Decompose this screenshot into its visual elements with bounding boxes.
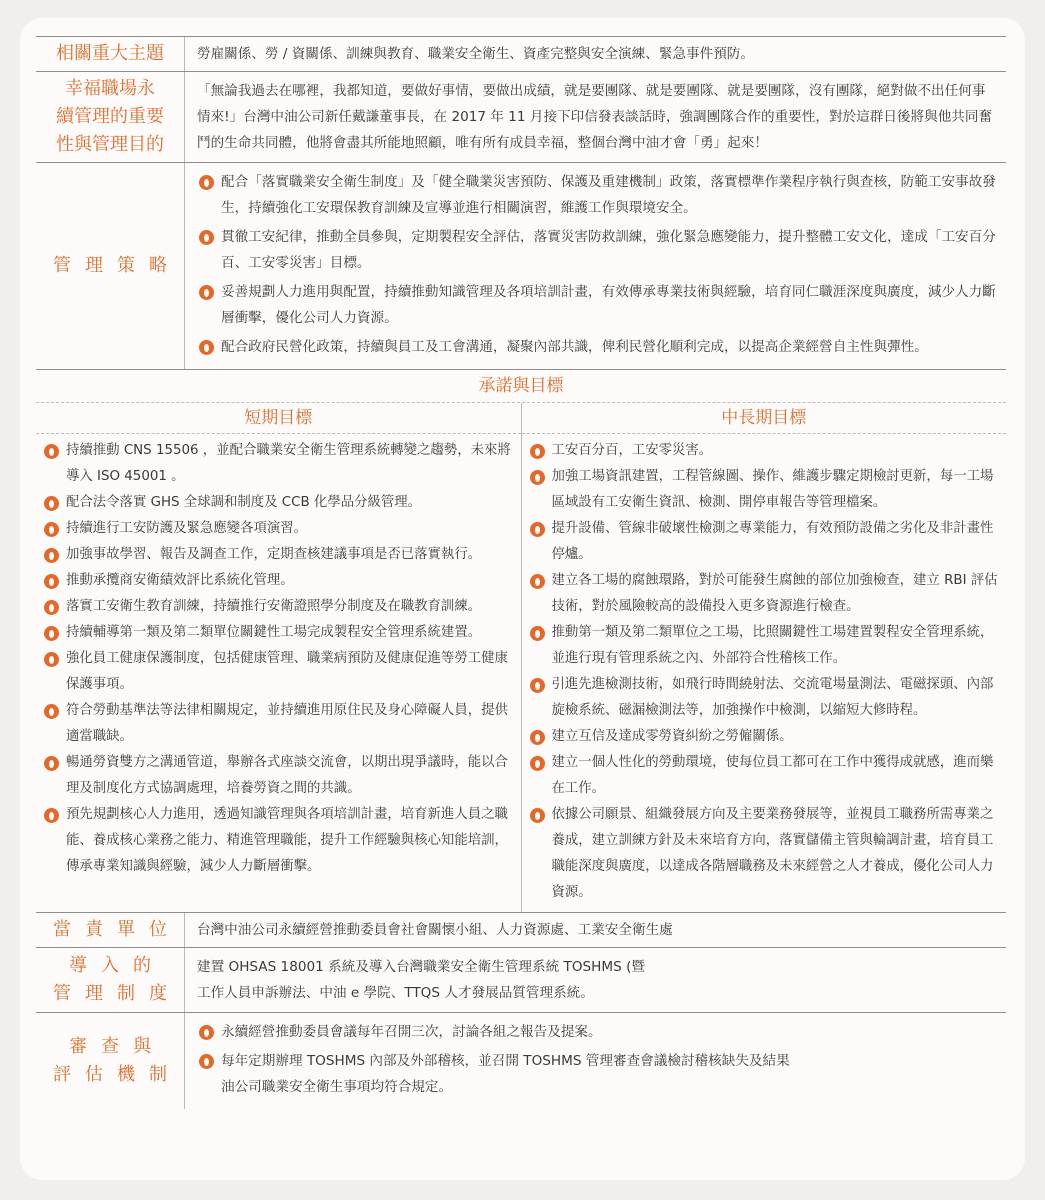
- flame-bullet-icon: [530, 574, 545, 589]
- flame-bullet-icon: [44, 574, 59, 589]
- list-item-text: 加強工場資訊建置，工程管線圖、操作、維護步驟定期檢討更新，每一工場區域設有工安衛生資訊、檢測、開停車報告等管理檔案。: [551, 469, 994, 510]
- flame-bullet-icon: [44, 756, 59, 771]
- list-item: [42, 698, 515, 750]
- flame-bullet-icon: [530, 470, 545, 485]
- list-item: [42, 542, 515, 568]
- purpose-label-line: 性與管理目的: [56, 134, 164, 155]
- list-item: [42, 594, 515, 620]
- unit-text: 台灣中油公司永續經營推動委員會社會關懷小組、人力資源處、工業安全衛生處: [197, 922, 673, 938]
- list-item-text: 建立一個人性化的勞動環境，使每位員工都可在工作中獲得成就感，進而樂在工作。: [551, 755, 994, 796]
- topic-label: 相關重大主題: [36, 37, 185, 71]
- flame-bullet-icon: [44, 626, 59, 641]
- flame-bullet-icon: [44, 548, 59, 563]
- flame-bullet-icon: [199, 340, 214, 355]
- list-item-text: 引進先進檢測技術，如飛行時間繞射法、交流電場量測法、電磁探頭、內部旋檢系統、磁漏檢測法等，加強操作中檢測，以縮短大修時程。: [551, 677, 994, 718]
- short-term-column: [36, 403, 522, 912]
- list-item-text: 提升設備、管線非破壞性檢測之專業能力，有效預防設備之劣化及非計畫性停爐。: [551, 521, 994, 562]
- list-item-text: 妥善規劃人力進用與配置，持續推動知識管理及各項培訓計畫，有效傳承專業技術與經驗，培育同仁職涯深度與廣度，減少人力斷層衝擊，優化公司人力資源。: [221, 284, 996, 326]
- commitment-title: 承諾與目標: [36, 370, 1006, 403]
- list-item: [197, 1048, 996, 1100]
- list-item: [42, 802, 515, 880]
- strategy-label: 管理策略: [36, 163, 185, 369]
- list-item: [42, 646, 515, 698]
- list-item-text: 持續推動 CNS 15506 ，並配合職業安全衛生管理系統轉變之趨勢，未來將導入 ISO 45001 。: [66, 443, 511, 484]
- list-item-text: 加強事故學習、報告及調查工作，定期查核建議事項是否已落實執行。: [66, 547, 482, 562]
- topic-row: [36, 36, 1006, 72]
- short-term-title: 短期目標: [36, 403, 521, 434]
- list-item-text: 工安百分百，工安零災害。: [551, 443, 713, 458]
- list-item: [42, 620, 515, 646]
- flame-bullet-icon: [199, 285, 214, 300]
- list-item: [197, 279, 996, 331]
- purpose-label-line: 續管理的重要: [56, 106, 164, 127]
- system-label-line: 導入的: [69, 955, 165, 976]
- list-item: [528, 802, 1001, 906]
- list-item: [42, 568, 515, 594]
- list-item-text: 依據公司願景、組織發展方向及主要業務發展等，並視員工職務所需專業之養成，建立訓練方針及未來培育方向，落實儲備主管與輪調計畫，培育員工職能深度與廣度，以達成各階層職務及未來經營之人才養成，優化公司人力資源。: [551, 807, 994, 900]
- system-text-line: 建置 OHSAS 18001 系統及導入台灣職業安全衛生管理系統 TOSHMS (暨: [197, 959, 645, 975]
- long-term-title: 中長期目標: [522, 403, 1007, 434]
- list-item-text: 配合政府民營化政策，持續與員工及工會溝通，凝聚內部共識，俾利民營化順利完成，以提高企業經營自主性與彈性。: [221, 339, 928, 355]
- topic-text: 勞雇關係、勞 / 資關係、訓練與教育、職業安全衛生、資產完整與安全演練、緊急事件預防。: [197, 46, 754, 62]
- list-item: [197, 224, 996, 276]
- system-label: [36, 948, 185, 1012]
- flame-bullet-icon: [44, 496, 59, 511]
- system-text-line: 工作人員申訴辦法、中油 e 學院、TTQS 人才發展品質管理系統。: [197, 985, 594, 1001]
- flame-bullet-icon: [44, 444, 59, 459]
- purpose-label-line: 幸福職場永: [65, 78, 155, 99]
- flame-bullet-icon: [530, 756, 545, 771]
- flame-bullet-icon: [44, 522, 59, 537]
- list-item-text: 符合勞動基準法等法律相關規定，並持續進用原住民及身心障礙人員，提供適當職缺。: [66, 703, 508, 744]
- list-item: [528, 438, 1001, 464]
- list-item: [528, 464, 1001, 516]
- goals-columns: [36, 403, 1006, 913]
- purpose-row: [36, 72, 1006, 163]
- unit-label: 當責單位: [36, 913, 185, 947]
- review-label: [36, 1013, 185, 1109]
- list-item-text: 建立各工場的腐蝕環路，對於可能發生腐蝕的部位加強檢查，建立 RBI 評估技術，對於風險較高的設備投入更多資源進行檢查。: [551, 573, 998, 614]
- purpose-text: 「無論我過去在哪裡，我都知道，要做好事情，要做出成績，就是要團隊、就是要團隊、就是要團隊，沒有團隊，絕對做不出任何事情來!」台灣中油公司新任戴謙董事長，在 2017 年 11 月接下印信發表談話時，強調團隊合作的重要性，對於這群日後將與他共同奮鬥的生命共同體，他將會盡其所能地照顧，唯有所有成員幸福，整個台灣中油才會「勇」起來！: [197, 83, 993, 151]
- list-item-text: 暢通勞資雙方之溝通管道，舉辦各式座談交流會，以期出現爭議時，能以合理及制度化方式協調處理，培養勞資之間的共識。: [66, 755, 508, 796]
- list-item: [528, 516, 1001, 568]
- flame-bullet-icon: [199, 230, 214, 245]
- list-item-text: 持續進行工安防護及緊急應變各項演習。: [66, 521, 308, 536]
- list-item-text: 永續經營推動委員會議每年召開三次，討論各組之報告及提案。: [221, 1024, 602, 1040]
- review-label-line: 審查與: [69, 1036, 165, 1057]
- list-item: [42, 438, 515, 490]
- report-table: [36, 36, 1006, 1109]
- system-row: [36, 948, 1006, 1013]
- list-item: [528, 568, 1001, 620]
- short-term-list: [36, 434, 521, 886]
- system-text: [185, 948, 1006, 1012]
- list-item: [42, 490, 515, 516]
- system-label-line: 管理制度: [53, 983, 181, 1004]
- flame-bullet-icon: [199, 175, 214, 190]
- long-term-column: [522, 403, 1007, 912]
- list-item-text: 配合法令落實 GHS 全球調和制度及 CCB 化學品分級管理。: [66, 495, 422, 510]
- review-label-line: 評估機制: [53, 1064, 181, 1085]
- list-item-text: 推動第一類及第二類單位之工場，比照關鍵性工場建置製程安全管理系統，並進行現有管理系統之內、外部符合性稽核工作。: [551, 625, 994, 666]
- list-item-text: 貫徹工安紀律，推動全員參與，定期製程安全評估，落實災害防救訓練，強化緊急應變能力，提升整體工安文化，達成「工安百分百、工安零災害」目標。: [221, 229, 996, 271]
- list-item: [197, 334, 996, 360]
- list-item: [528, 750, 1001, 802]
- review-list: [197, 1019, 996, 1100]
- list-item: [42, 516, 515, 542]
- flame-bullet-icon: [44, 808, 59, 823]
- list-item: [42, 750, 515, 802]
- long-term-list: [522, 434, 1007, 912]
- list-item-text: 預先規劃核心人力進用，透過知識管理與各項培訓計畫，培育新進人員之職能、養成核心業務之能力、精進管理職能，提升工作經驗與核心知能培訓，傳承專業知識與經驗，減少人力斷層衝擊。: [66, 807, 508, 874]
- list-item-text: 推動承攬商安衛績效評比系統化管理。: [66, 573, 294, 588]
- flame-bullet-icon: [44, 704, 59, 719]
- flame-bullet-icon: [530, 444, 545, 459]
- flame-bullet-icon: [530, 678, 545, 693]
- unit-row: [36, 913, 1006, 948]
- list-item: [528, 672, 1001, 724]
- list-item: [197, 1019, 996, 1045]
- list-item-text: 落實工安衛生教育訓練，持續推行安衛證照學分制度及在職教育訓練。: [66, 599, 482, 614]
- strategy-row: [36, 163, 1006, 370]
- list-item-text: 配合「落實職業安全衛生制度」及「健全職業災害預防、保護及重建機制」政策，落實標準作業程序執行與查核，防範工安事故發生，持續強化工安環保教育訓練及宣導並進行相關演習，維護工作與環境安全。: [221, 174, 996, 216]
- flame-bullet-icon: [44, 652, 59, 667]
- review-row: [36, 1013, 1006, 1109]
- flame-bullet-icon: [199, 1025, 214, 1040]
- list-item: [528, 724, 1001, 750]
- flame-bullet-icon: [530, 626, 545, 641]
- flame-bullet-icon: [530, 730, 545, 745]
- list-item: [528, 620, 1001, 672]
- flame-bullet-icon: [44, 600, 59, 615]
- list-item: [197, 169, 996, 221]
- flame-bullet-icon: [530, 522, 545, 537]
- list-item-text: 建立互信及達成零勞資糾紛之勞僱關係。: [551, 729, 793, 744]
- flame-bullet-icon: [199, 1054, 214, 1069]
- list-item-text: 每年定期辦理 TOSHMS 內部及外部稽核，並召開 TOSHMS 管理審查會議檢討稽核缺失及結果 油公司職業安全衛生事項均符合規定。: [221, 1053, 790, 1095]
- list-item-text: 強化員工健康保護制度，包括健康管理、職業病預防及健康促進等勞工健康保護事項。: [66, 651, 508, 692]
- purpose-label: [36, 72, 185, 162]
- strategy-list: [197, 169, 996, 360]
- flame-bullet-icon: [530, 808, 545, 823]
- list-item-text: 持續輔導第一類及第二類單位關鍵性工場完成製程安全管理系統建置。: [66, 625, 482, 640]
